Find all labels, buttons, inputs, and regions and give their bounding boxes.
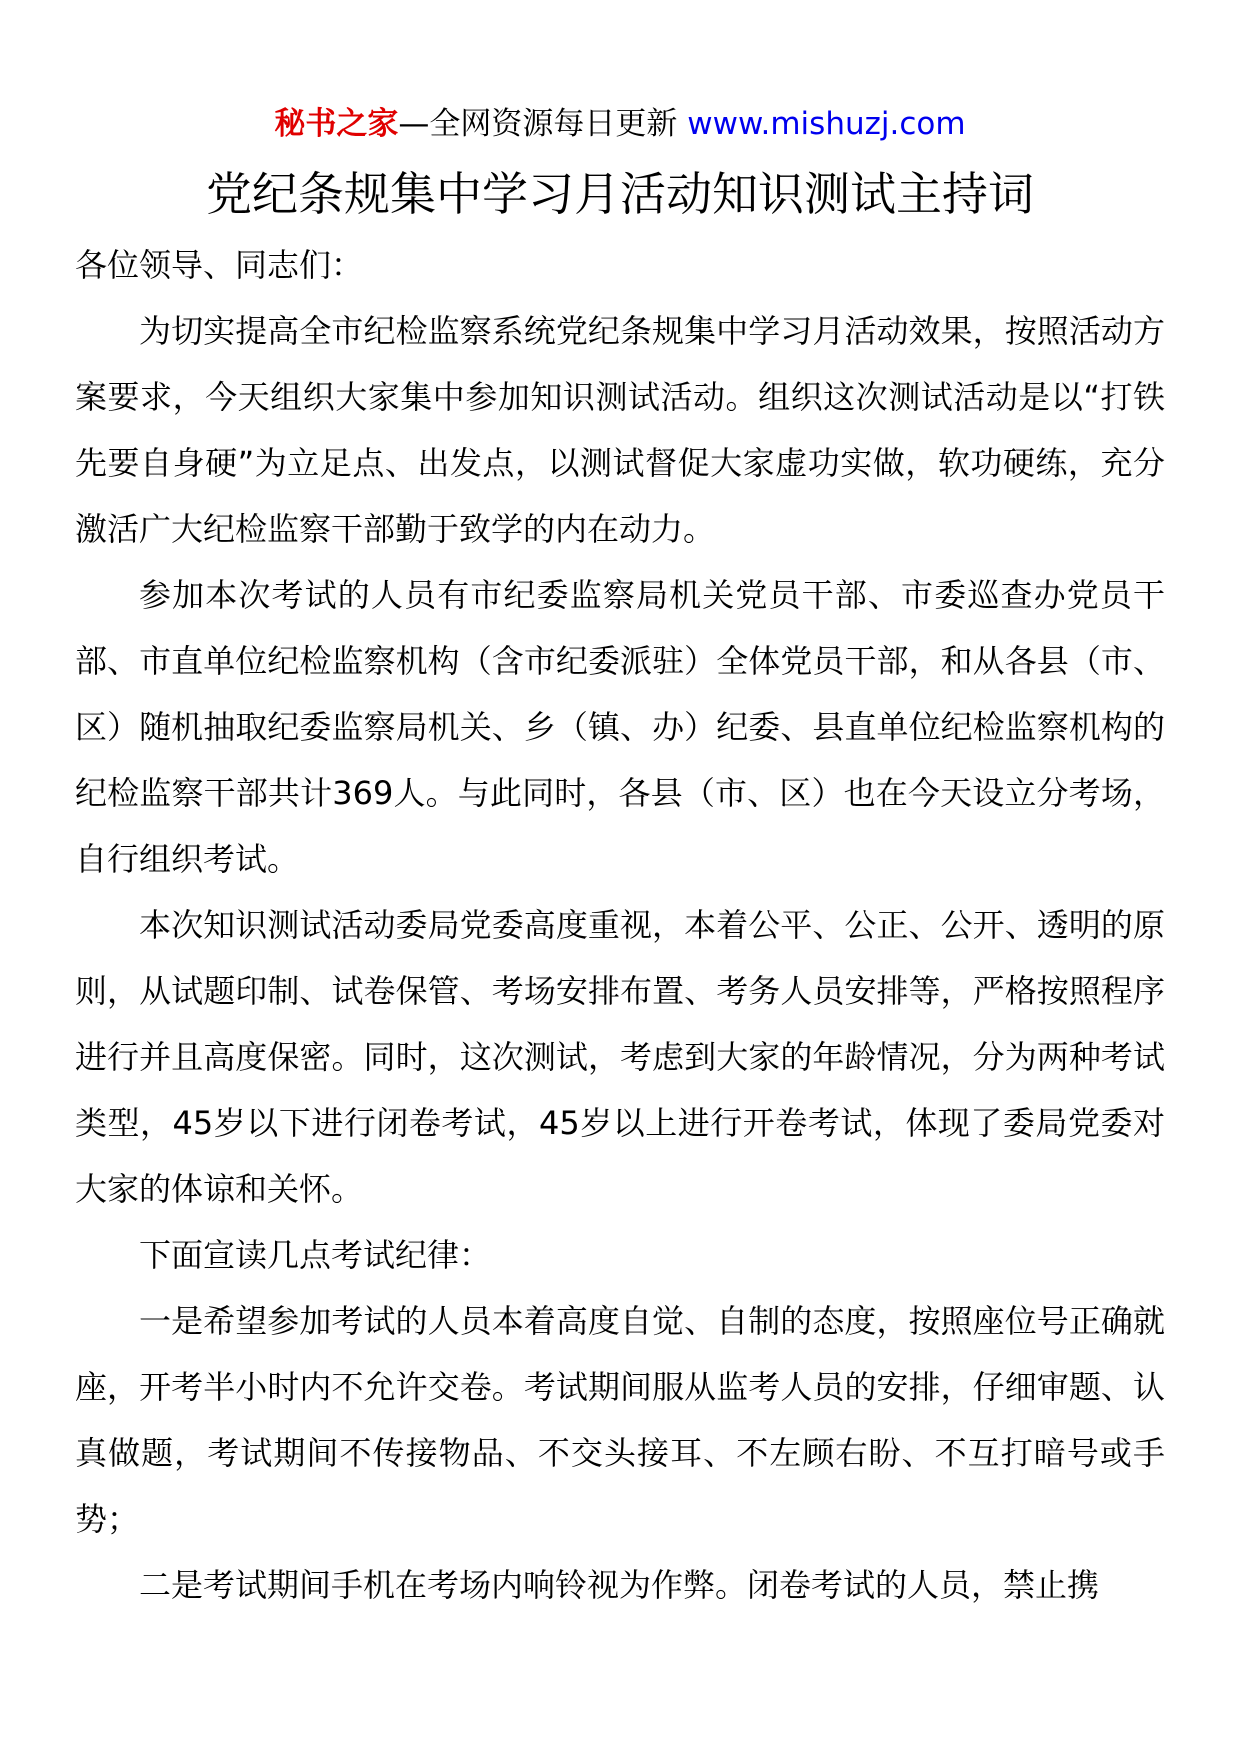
document-body (75, 232, 1165, 1618)
paragraph: 参加本次考试的人员有市纪委监察局机关党员干部、市委巡查办党员干部、市直单位纪检监察机构（含市纪委派驻）全体党员干部，和从各县（市、区）随机抽取纪委监察局机关、乡（镇、办）纪委、县直单位纪检监察机构的纪检监察干部共计369人。与此同时，各县（市、区）也在今天设立分考场，自行组织考试。 (75, 576, 1165, 878)
paragraph: 下面宣读几点考试纪律： (139, 1236, 492, 1274)
site-header (0, 104, 1240, 144)
document-title: 党纪条规集中学习月活动知识测试主持词 (206, 167, 1034, 221)
brand-name: 秘书之家 (274, 106, 399, 142)
header-tagline: —全网资源每日更新 (398, 106, 688, 142)
paragraph: 本次知识测试活动委局党委高度重视，本着公平、公正、公开、透明的原则，从试题印制、试卷保管、考场安排布置、考务人员安排等，严格按照程序进行并且高度保密。同时，这次测试，考虑到大家的年龄情况，分为两种考试类型，45岁以下进行闭卷考试，45岁以上进行开卷考试，体现了委局党委对大家的体谅和关怀。 (75, 906, 1165, 1208)
site-url-link[interactable]: www.mishuzj.com (687, 106, 966, 142)
salutation: 各位领导、同志们： (75, 246, 364, 284)
paragraph: 为切实提高全市纪检监察系统党纪条规集中学习月活动效果，按照活动方案要求，今天组织大家集中参加知识测试活动。组织这次测试活动是以“打铁先要自身硬”为立足点、出发点，以测试督促大家虚功实做，软功硬练，充分激活广大纪检监察干部勤于致学的内在动力。 (75, 312, 1165, 548)
paragraph: 一是希望参加考试的人员本着高度自觉、自制的态度，按照座位号正确就座，开考半小时内不允许交卷。考试期间服从监考人员的安排，仔细审题、认真做题，考试期间不传接物品、不交头接耳、不左顾右盼、不互打暗号或手势； (75, 1302, 1165, 1538)
paragraph: 二是考试期间手机在考场内响铃视为作弊。闭卷考试的人员，禁止携 (139, 1566, 1100, 1604)
